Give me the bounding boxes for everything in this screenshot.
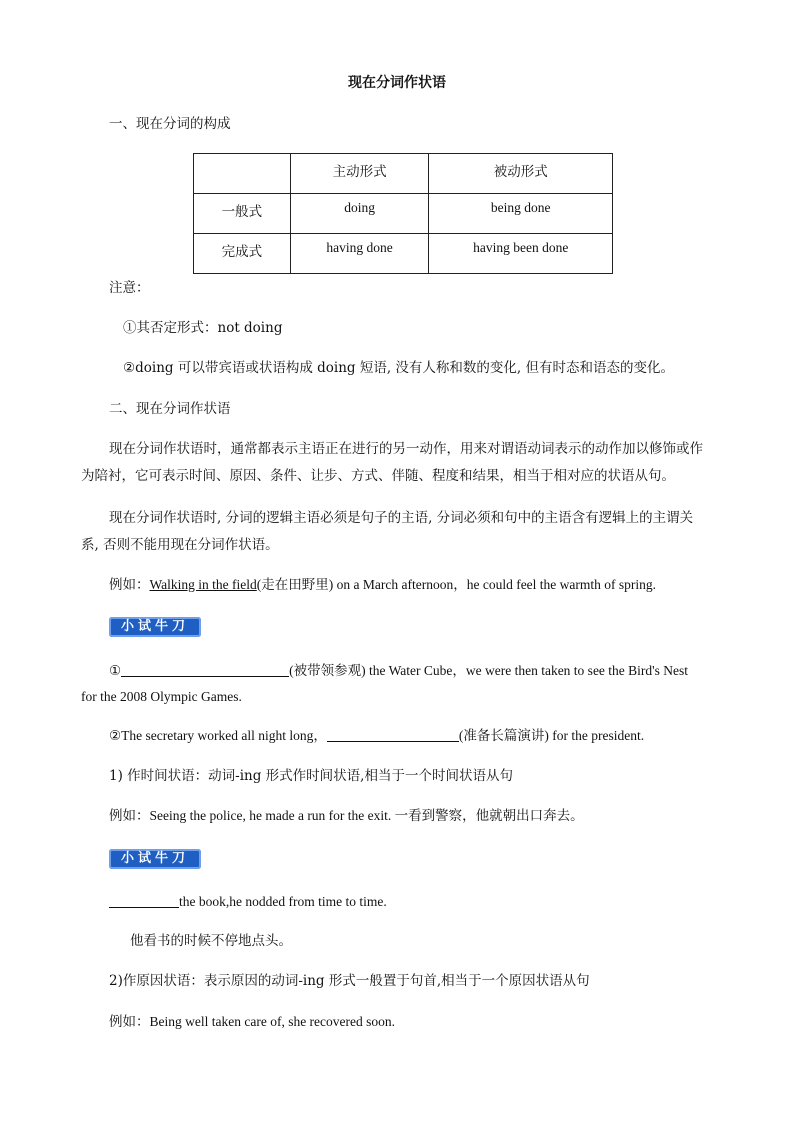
example-sentence: [109, 575, 656, 595]
question-number: ①: [109, 663, 122, 678]
exercise-1-question-1-line-2: for the 2008 Olympic Games.: [81, 689, 242, 704]
table-cell: 主动形式: [290, 154, 429, 194]
table-cell: 完成式: [194, 234, 291, 274]
table-cell: having done: [290, 234, 429, 274]
point-2-example: 例如：Being well taken care of, she recovered soon.: [109, 1014, 396, 1029]
page-title: 现在分词作状语: [348, 75, 446, 91]
note-label: 注意：: [109, 280, 150, 296]
exercise-1-question-1: [109, 661, 688, 681]
table-header-row: [194, 154, 613, 194]
paragraph-1-line-1: 现在分词作状语时，通常都表示主语正在进行的另一动作，用来对谓语动词表示的动作加以修饰或作: [109, 441, 703, 457]
section2-heading: 二、现在分词作状语: [109, 401, 231, 417]
participle-form-table: [193, 153, 613, 274]
example-underlined-phrase: Walking in the field: [149, 577, 257, 592]
exercise-2-translation: 他看书的时候不停地点头。: [130, 933, 292, 949]
table-cell: [194, 154, 291, 194]
section1-heading: 一、现在分词的构成: [109, 116, 231, 132]
note-1: ①其否定形式：not doing: [123, 320, 283, 336]
practice-badge: 小试牛刀: [109, 617, 201, 637]
table-cell: 一般式: [194, 194, 291, 234]
table-row: [194, 234, 613, 274]
sentence-text: the book,he nodded from time to time.: [179, 894, 387, 909]
table-cell: having been done: [429, 234, 613, 274]
question-text: (准备长篇演讲) for the president.: [458, 728, 645, 743]
question-text: ②The secretary worked all night long，: [109, 728, 327, 743]
point-1-example: 例如：Seeing the police, he made a run for the exit. 一看到警察，他就朝出口奔去。: [109, 808, 584, 823]
table-cell: being done: [429, 194, 613, 234]
exercise-2-sentence: [109, 892, 387, 912]
exercise-1-question-2: [109, 726, 644, 746]
table-row: [194, 194, 613, 234]
point-1-heading: 1) 作时间状语：动词-ing 形式作时间状语,相当于一个时间状语从句: [109, 768, 513, 784]
answer-blank[interactable]: [109, 893, 179, 908]
table-cell: doing: [290, 194, 429, 234]
answer-blank[interactable]: [121, 662, 289, 677]
table-cell: 被动形式: [429, 154, 613, 194]
note-2: ②doing 可以带宾语或状语构成 doing 短语, 没有人称和数的变化, 但有时态和语态的变化。: [123, 360, 674, 376]
answer-blank[interactable]: [327, 727, 459, 742]
example-label: 例如：: [109, 577, 150, 592]
example-rest: (走在田野里) on a March afternoon，he could feel the warmth of spring.: [256, 577, 657, 592]
paragraph-1-line-2: 为陪衬，它可表示时间、原因、条件、让步、方式、伴随、程度和结果，相当于相对应的状语从句。: [81, 468, 675, 484]
paragraph-2-line-2: 系, 否则不能用现在分词作状语。: [81, 537, 279, 553]
practice-badge: 小试牛刀: [109, 849, 201, 869]
question-text: (被带领参观) the Water Cube，we were then taken to see the Bird's Nest: [289, 663, 688, 678]
paragraph-2-line-1: 现在分词作状语时, 分词的逻辑主语必须是句子的主语, 分词必须和句中的主语含有逻辑上的主谓关: [109, 510, 694, 526]
point-2-heading: 2)作原因状语：表示原因的动词-ing 形式一般置于句首,相当于一个原因状语从句: [109, 973, 590, 989]
